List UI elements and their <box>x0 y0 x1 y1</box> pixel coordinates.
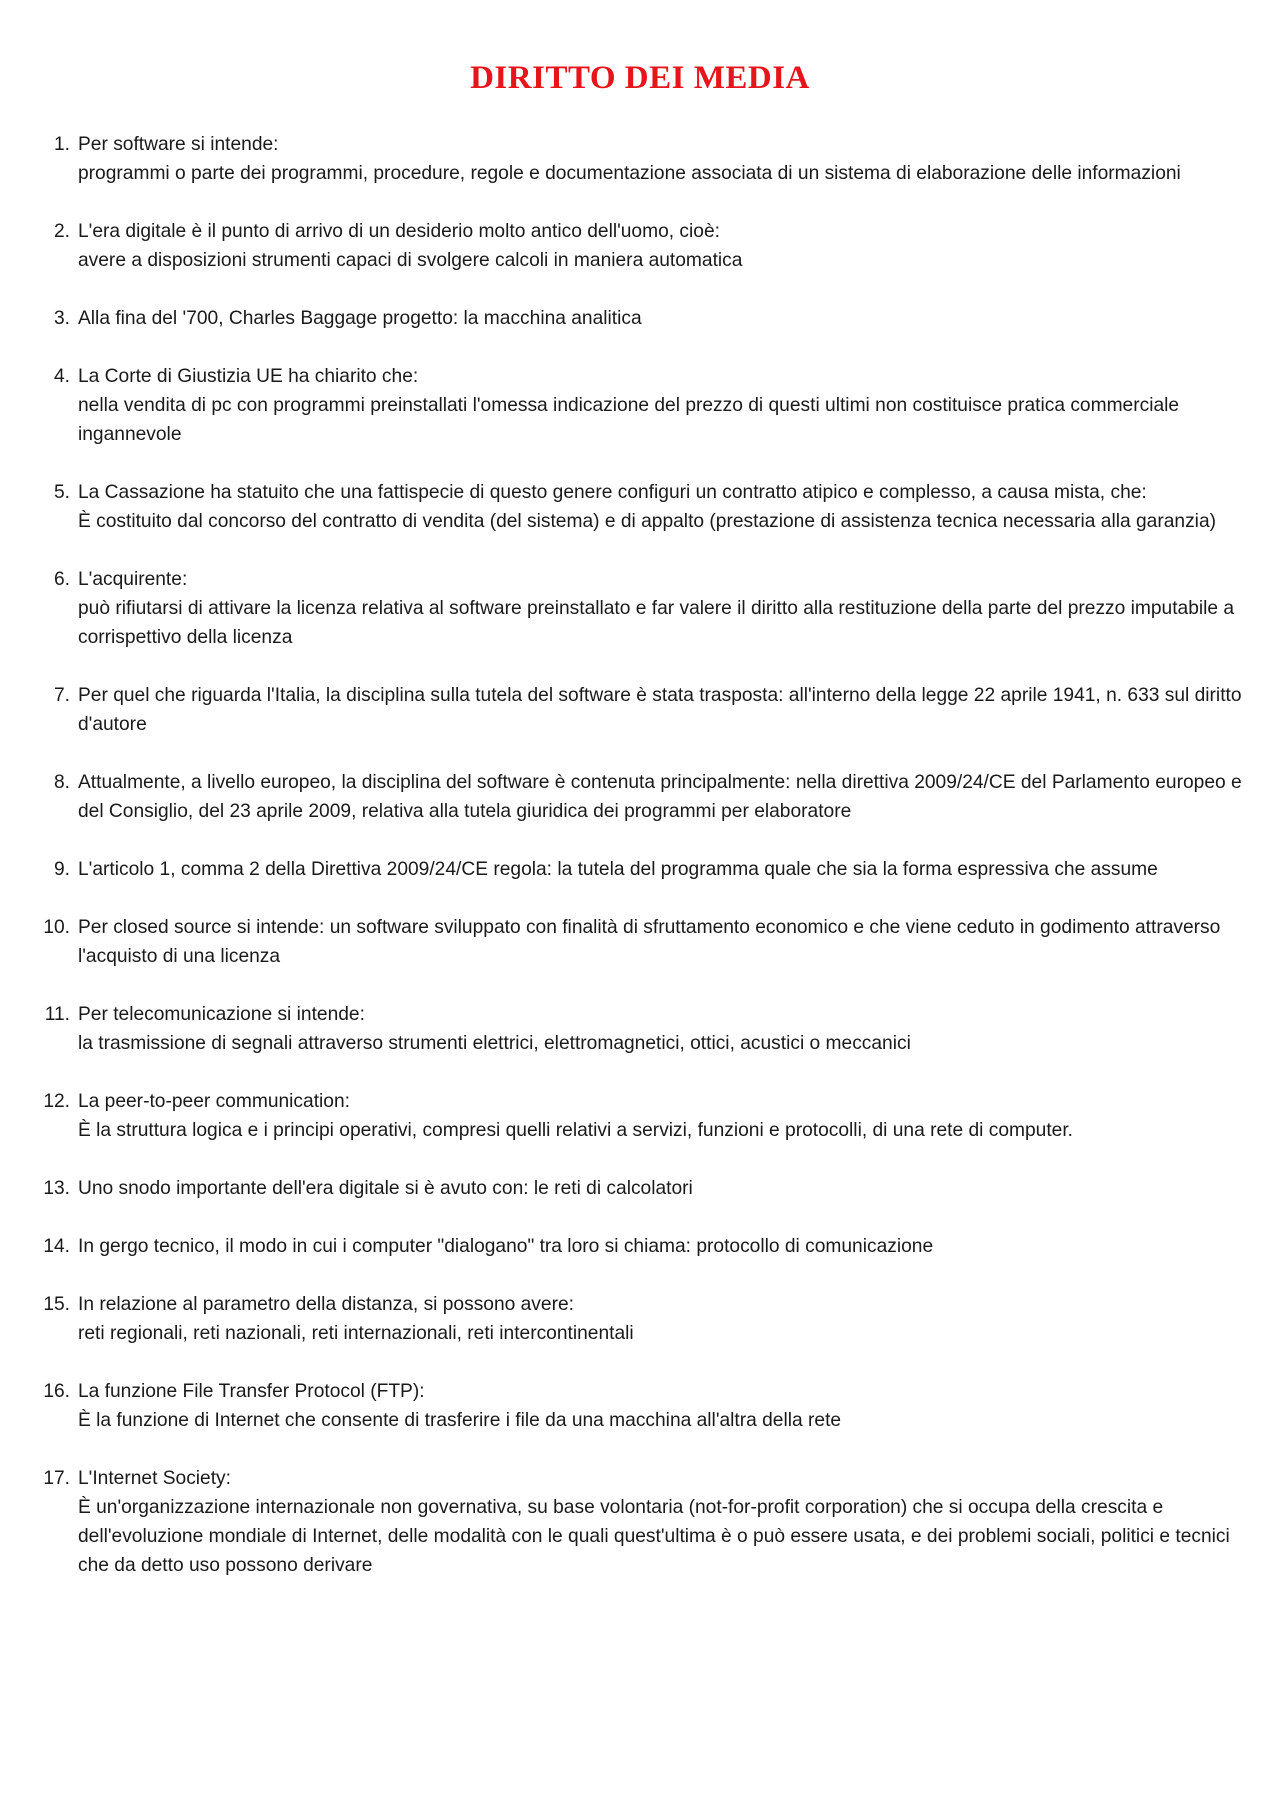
answer-text: È la struttura logica e i principi operativi, compresi quelli relativi a servizi, funzioni e protocolli, di una rete di computer. <box>78 1120 1074 1141</box>
question-text: Per quel che riguarda l'Italia, la disciplina sulla tutela del software è stata trasposta: all'interno della legge 22 aprile 1941, n. 633 sul diritto d'autore <box>78 685 1242 735</box>
question-item <box>40 1087 1250 1145</box>
question-number: 9. <box>53 859 70 880</box>
answer-text: È la funzione di Internet che consente di trasferire i file da una macchina all'altra della rete <box>78 1410 842 1431</box>
question-text: La Corte di Giustizia UE ha chiarito che: <box>78 366 419 387</box>
question-item <box>40 217 1250 275</box>
question-number: 6. <box>53 569 70 590</box>
question-number: 15. <box>43 1294 70 1315</box>
question-number: 1. <box>53 134 70 155</box>
answer-text: avere a disposizioni strumenti capaci di svolgere calcoli in maniera automatica <box>78 250 743 271</box>
answer-text: È costituito dal concorso del contratto di vendita (del sistema) e di appalto (prestazione di assistenza tecnica necessaria alla garanzia) <box>78 511 1217 532</box>
question-text: Per software si intende: <box>78 134 279 155</box>
question-number: 5. <box>53 482 70 503</box>
question-item <box>40 681 1250 739</box>
question-number: 12. <box>43 1091 70 1112</box>
question-item <box>40 1232 1250 1261</box>
answer-text: reti regionali, reti nazionali, reti internazionali, reti intercontinentali <box>78 1323 634 1344</box>
question-item <box>40 855 1250 884</box>
question-item <box>40 478 1250 536</box>
question-text: In relazione al parametro della distanza, si possono avere: <box>78 1294 574 1315</box>
question-text: Per closed source si intende: un software sviluppato con finalità di sfruttamento economico e che viene ceduto in godimento attraverso l'acquisto di una licenza <box>78 917 1221 967</box>
answer-text: può rifiutarsi di attivare la licenza relativa al software preinstallato e far valere il diritto alla restituzione della parte del prezzo imputabile a corrispettivo della licenza <box>78 598 1235 648</box>
question-number: 11. <box>44 1004 70 1025</box>
question-text: Per telecomunicazione si intende: <box>78 1004 365 1025</box>
question-item <box>40 304 1250 333</box>
question-item <box>40 768 1250 826</box>
question-item <box>40 1464 1250 1580</box>
question-number: 10. <box>43 917 70 938</box>
answer-text: la trasmissione di segnali attraverso strumenti elettrici, elettromagnetici, ottici, acustici o meccanici <box>78 1033 911 1054</box>
question-item <box>40 1000 1250 1058</box>
question-number: 4. <box>53 366 70 387</box>
question-text: La funzione File Transfer Protocol (FTP): <box>78 1381 425 1402</box>
answer-text: programmi o parte dei programmi, procedure, regole e documentazione associata di un sistema di elaborazione delle informazioni <box>78 163 1181 184</box>
question-number: 13. <box>43 1178 70 1199</box>
question-text: L'acquirente: <box>78 569 188 590</box>
question-item <box>40 913 1250 971</box>
question-item <box>40 130 1250 188</box>
question-item <box>40 1377 1250 1435</box>
page-title: DIRITTO DEI MEDIA <box>470 60 810 96</box>
question-number: 16. <box>43 1381 70 1402</box>
question-item <box>40 1174 1250 1203</box>
question-item <box>40 362 1250 449</box>
question-number: 2. <box>53 221 70 242</box>
question-item <box>40 565 1250 652</box>
question-text: In gergo tecnico, il modo in cui i computer "dialogano" tra loro si chiama: protocollo di comunicazione <box>78 1236 934 1257</box>
answer-text: È un'organizzazione internazionale non governativa, su base volontaria (not-for-profit corporation) che si occupa della crescita e dell'evoluzione mondiale di Internet, delle modalità con le quali quest'ultima è o può essere usata, e dei problemi sociali, politici e tecnici che da detto uso possono derivare <box>78 1497 1230 1576</box>
question-number: 14. <box>43 1236 70 1257</box>
question-text: L'articolo 1, comma 2 della Direttiva 2009/24/CE regola: la tutela del programma quale che sia la forma espressiva che assume <box>78 859 1158 880</box>
question-number: 3. <box>53 308 70 329</box>
question-list <box>40 130 1250 1609</box>
question-text: Alla fina del '700, Charles Baggage progetto: la macchina analitica <box>78 308 642 329</box>
question-text: L'era digitale è il punto di arrivo di un desiderio molto antico dell'uomo, cioè: <box>78 221 720 242</box>
answer-text: nella vendita di pc con programmi preinstallati l'omessa indicazione del prezzo di questi ultimi non costituisce pratica commerciale ingannevole <box>78 395 1180 445</box>
question-text: La Cassazione ha statuito che una fattispecie di questo genere configuri un contratto atipico e complesso, a causa mista, che: <box>78 482 1147 503</box>
question-text: Uno snodo importante dell'era digitale si è avuto con: le reti di calcolatori <box>78 1178 693 1199</box>
question-text: L'Internet Society: <box>78 1468 231 1489</box>
question-item <box>40 1290 1250 1348</box>
question-number: 7. <box>53 685 70 706</box>
question-number: 8. <box>53 772 70 793</box>
question-text: Attualmente, a livello europeo, la disciplina del software è contenuta principalmente: nella direttiva 2009/24/CE del Parlamento europeo e del Consiglio, del 23 aprile 2009, relativa alla tutela giuridica dei programmi per elaboratore <box>78 772 1242 822</box>
question-number: 17. <box>43 1468 70 1489</box>
question-text: La peer-to-peer communication: <box>78 1091 350 1112</box>
